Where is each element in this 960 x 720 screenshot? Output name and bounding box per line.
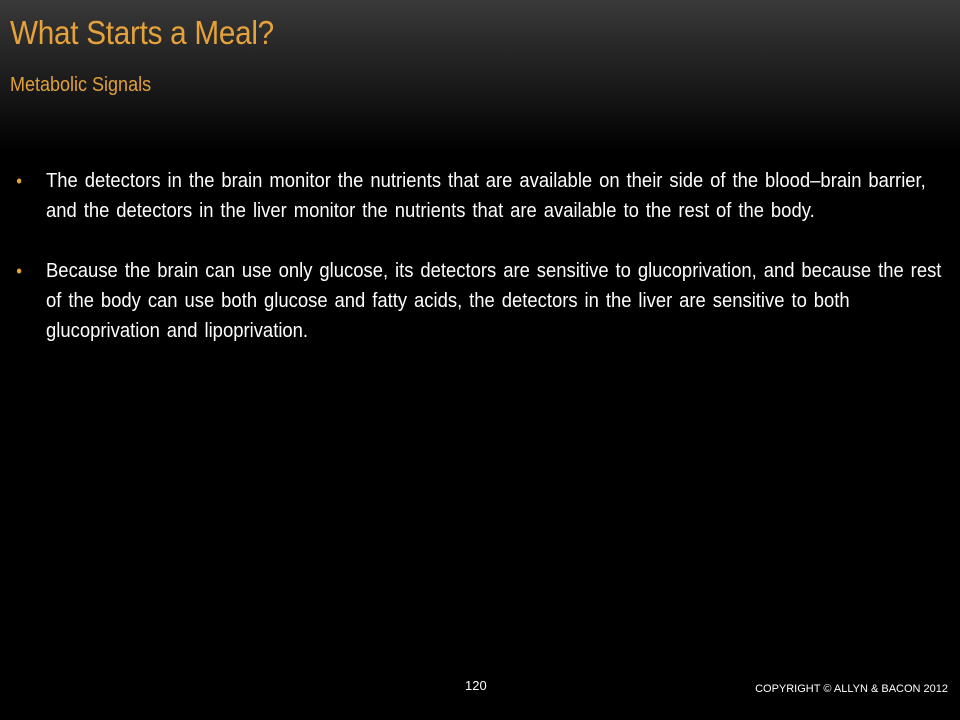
bullet-list bbox=[16, 166, 942, 376]
bullet-text: Because the brain can use only glucose, its detectors are sensitive to glucoprivation, and because the rest of the body can use both glucose and fatty acids, the detectors in the liver are sensitive to both glucoprivation and lipoprivation. bbox=[46, 259, 942, 342]
bullet-text: The detectors in the brain monitor the nutrients that are available on their side of the blood–brain barrier, and the detectors in the liver monitor the nutrients that are available to the rest of the body. bbox=[46, 169, 926, 222]
page-number: 120 bbox=[465, 678, 487, 693]
bullet-dot-icon: • bbox=[16, 261, 22, 281]
bullet-dot-icon: • bbox=[16, 171, 22, 191]
slide-subtitle: Metabolic Signals bbox=[10, 74, 152, 96]
bullet-item bbox=[16, 256, 942, 346]
bullet-item bbox=[16, 166, 942, 226]
slide-title: What Starts a Meal? bbox=[10, 14, 274, 51]
copyright-notice: COPYRIGHT © ALLYN & BACON 2012 bbox=[755, 683, 948, 695]
